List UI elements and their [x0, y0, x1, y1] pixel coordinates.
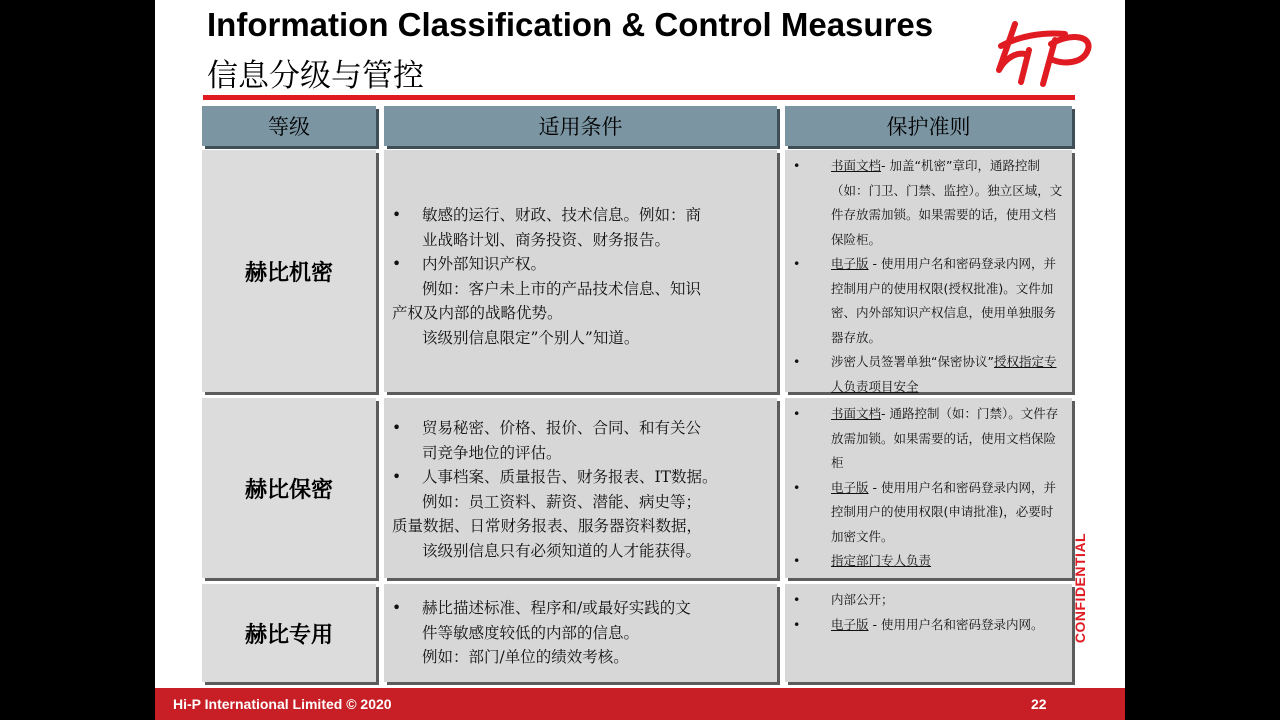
- level-confidential: 赫比机密: [202, 150, 376, 392]
- page-number: 22: [1031, 696, 1047, 712]
- rules-internal: [785, 584, 1072, 682]
- header-rules: 保护准则: [785, 106, 1072, 146]
- level-restricted: 赫比保密: [202, 398, 376, 578]
- hp-logo-icon: [995, 10, 1105, 90]
- header-conditions: 适用条件: [384, 106, 777, 146]
- rule-item: • 电子版 - 使用用户名和密码登录内网，并控制用户的使用权限(申请批准)，必要时加密文件。: [793, 476, 1064, 550]
- conditions-restricted: [384, 398, 777, 578]
- conditions-confidential: [384, 150, 777, 392]
- condition-example: 例如：员工资料、薪资、潜能、病史等；: [422, 492, 702, 511]
- condition-example: 例如：客户未上市的产品技术信息、知识: [422, 279, 702, 298]
- rules-restricted: [785, 398, 1072, 578]
- slide-title-english: Information Classification & Control Measures: [207, 6, 934, 43]
- header-level: 等级: [202, 106, 376, 146]
- rule-item: • 书面文档- 加盖“机密”章印，通路控制（如：门卫、门禁、监控）。独立区域，文件存放需加锁。如果需要的话，使用文档保险柜。: [793, 154, 1064, 252]
- condition-example: 例如：部门/单位的绩效考核。: [422, 648, 629, 666]
- condition-example-cont: 产权及内部的战略优势。: [392, 304, 563, 322]
- rule-item: • 电子版 - 使用用户名和密码登录内网。: [793, 613, 1064, 638]
- slide-title-chinese: 信息分级与管控: [207, 58, 424, 94]
- rule-item: • 指定部门专人负责: [793, 549, 1064, 574]
- rules-confidential: [785, 150, 1072, 392]
- footer-bar: [155, 688, 1125, 720]
- condition-item: • 贸易秘密、价格、报价、合同、和有关公 司竞争地位的评估。: [392, 416, 767, 465]
- level-internal: 赫比专用: [202, 584, 376, 682]
- confidential-label: CONFIDENTIAL: [1072, 532, 1089, 644]
- footer-company: Hi-P International Limited © 2020: [173, 696, 392, 712]
- condition-note: 该级别信息只有必须知道的人才能获得。: [422, 541, 702, 560]
- rule-item: • 涉密人员签署单独“保密协议”授权指定专人负责项目安全: [793, 350, 1064, 399]
- slide: [155, 0, 1125, 720]
- rule-item: • 书面文档- 通路控制（如：门禁）。文件存放需加锁。如果需要的话，使用文档保险柜: [793, 402, 1064, 476]
- condition-item: • 赫比描述标准、程序和/或最好实践的文 件等敏感度较低的内部的信息。: [392, 596, 767, 645]
- conditions-internal: [384, 584, 777, 682]
- condition-item: • 敏感的运行、财政、技术信息。例如：商 业战略计划、商务投资、财务报告。: [392, 203, 767, 252]
- rule-item: • 内部公开；: [793, 588, 1064, 613]
- condition-example-cont: 质量数据、日常财务报表、服务器资料数据，: [392, 517, 703, 535]
- title-divider: [203, 95, 1075, 100]
- rule-item: • 电子版 - 使用用户名和密码登录内网，并控制用户的使用权限(授权批准)。文件加密、内外部知识产权信息，使用单独服务器存放。: [793, 252, 1064, 350]
- condition-item: • 人事档案、质量报告、财务报表、IT数据。: [392, 465, 767, 490]
- condition-item: • 内外部知识产权。: [392, 252, 767, 277]
- condition-note: 该级别信息限定”个别人”知道。: [422, 328, 640, 347]
